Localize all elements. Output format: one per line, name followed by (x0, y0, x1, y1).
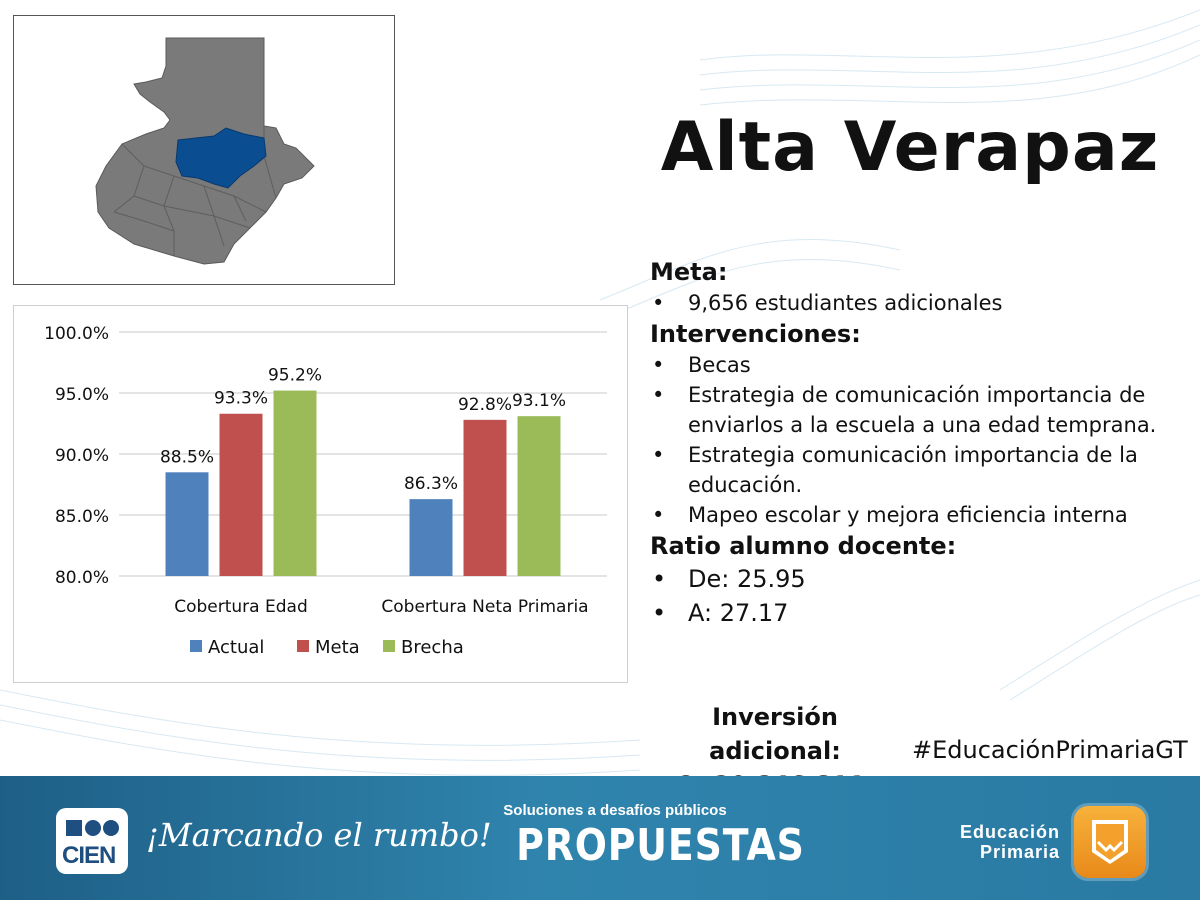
bar-chart (14, 306, 627, 682)
hashtag: #EducaciónPrimariaGT (912, 736, 1188, 764)
ratio-item: • A: 27.17 (650, 596, 1190, 630)
ratio-heading: Ratio alumno docente: (650, 532, 957, 560)
y-tick-label: 100.0% (44, 324, 109, 344)
y-tick-label: 90.0% (54, 446, 109, 466)
bar-actual (166, 472, 209, 576)
legend-label: Actual (208, 637, 265, 658)
meta-list (650, 288, 1190, 318)
page-title: Alta Verapaz (660, 108, 1160, 187)
cien-logo-text: CIEN (62, 842, 116, 869)
cien-logo (56, 808, 128, 874)
x-tick-label: Cobertura Edad (174, 597, 308, 617)
y-tick-label: 85.0% (54, 507, 109, 527)
y-tick-label: 95.0% (54, 385, 109, 405)
legend-swatch (383, 640, 395, 652)
legend-label: Meta (315, 637, 360, 658)
intervenciones-list (650, 350, 1190, 530)
educacion-primaria-label (930, 822, 1060, 862)
intervencion-item: • Estrategia comunicación importancia de la educación. (650, 440, 1190, 500)
data-label: 95.2% (267, 365, 323, 386)
footer-banner (0, 776, 1200, 900)
data-label: 86.3% (403, 474, 459, 495)
edu-line2: Primaria (979, 842, 1060, 862)
intervencion-item: • Mapeo escolar y mejora eficiencia interna (650, 500, 1190, 530)
data-label: 88.5% (159, 447, 215, 468)
bar-brecha (274, 391, 317, 576)
propuestas-title: PROPUESTAS (516, 820, 805, 871)
y-tick-label: 80.0% (54, 568, 109, 588)
data-label: 92.8% (457, 394, 513, 415)
ratio-item: • De: 25.95 (650, 562, 1190, 596)
bar-brecha (518, 416, 561, 576)
legend-swatch (190, 640, 202, 652)
data-label: 93.1% (511, 391, 567, 412)
edu-line1: Educación (959, 822, 1060, 842)
meta-item: • 9,656 estudiantes adicionales (650, 288, 1190, 318)
bar-actual (410, 499, 453, 576)
intervencion-item: • Becas (650, 350, 1190, 380)
chart-panel (13, 305, 628, 683)
ratio-list (650, 562, 1190, 630)
guatemala-map-panel (13, 15, 395, 285)
bar-meta (220, 414, 263, 576)
data-label: 93.3% (213, 388, 269, 409)
info-panel (650, 256, 1190, 630)
legend-label: Brecha (401, 637, 464, 658)
slogan: ¡Marcando el rumbo! (146, 816, 492, 854)
pencil-shield-icon (1074, 806, 1146, 878)
cien-dots-icon (64, 818, 120, 840)
bar-meta (464, 420, 507, 576)
intervencion-item: • Estrategia de comunicación importancia de enviarlos a la escuela a una edad temprana. (650, 380, 1190, 440)
legend-swatch (297, 640, 309, 652)
propuestas-subtitle: Soluciones a desafíos públicos (503, 802, 727, 819)
inversion-label: Inversión adicional: (709, 703, 841, 765)
guatemala-map (14, 16, 394, 284)
intervenciones-heading: Intervenciones: (650, 320, 861, 348)
x-tick-label: Cobertura Neta Primaria (381, 597, 589, 617)
meta-heading: Meta: (650, 258, 728, 286)
